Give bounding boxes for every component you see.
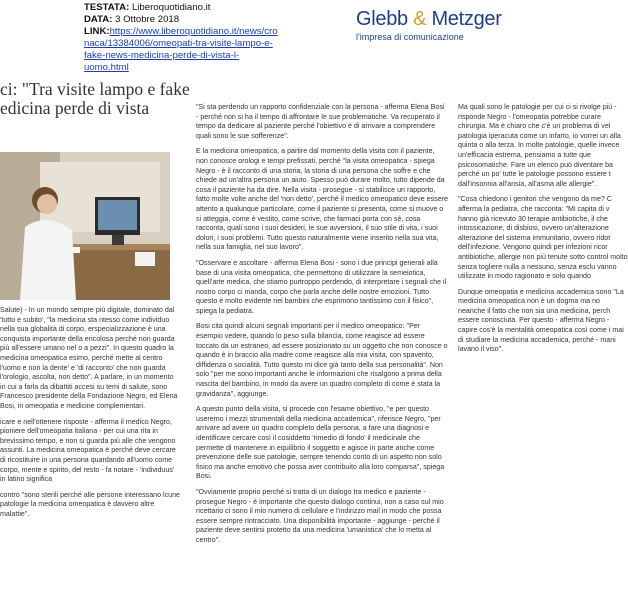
data-row bbox=[84, 14, 310, 26]
doctor-at-desk-illustration bbox=[0, 152, 170, 300]
agency-logo bbox=[356, 8, 536, 42]
paragraph: Salute) - In un mondo sempre più digitale, dominato dal 'tutto e subito', "la medicina sta ntesso come individuo nella sua globalità di corpo, erspecializzazione è una conquista importante della ericolosa perché non guarda più all'essere umano nel o a pezzi". In questo quadro la medicina omeopatica esimo, perché mette al centro l'uomo e non la dente' e 'di racconto' che non guarda l'orologio, ascolta, non detto". A parlare, in un momento in cui a farla da dibattiti accesi su temi di salute, sono Francesco presidente della Fondazione Negro, ed Elena Bosi, in omeopatia e medicine complementari. bbox=[0, 306, 178, 410]
paragraph: icare e nell'ottenere risposte - afferma il medico Negro, pioniere dell'omeopatia italiana - per cui una rita in brevissimo tempo, e non si guarda più alle che vengono assunti. La medicina omeopatica è perché deve cercare di ricostituire in una persona quardando all'uomo come corpo, mente e spirito, del resto - fa notare - 'individuus' in latino significa bbox=[0, 417, 176, 484]
logo-name-part2: Metzger bbox=[431, 8, 502, 30]
testata-value: Liberoquotidiano.it bbox=[131, 2, 211, 13]
article-link-line-3[interactable]: fake-news-medicina-perde-di-vista-l- bbox=[84, 50, 240, 61]
article-link-line-2[interactable]: naca/13384006/omeopati-tra-visite-lampo-e- bbox=[84, 38, 273, 49]
article-column-1 bbox=[0, 306, 180, 600]
paragraph: E la medicina omeopatica, a partire dal momento della visita con il paziente, non conosce orologi e tempi prefissati, perché "la visita omeopatica - spiega Negro - è il racconto di una storia, la storia di una persona che soffre e che chiede ad un'altra persona un aiuto. Spesso può durare molto, tutto dipende da cosa il paziente ha da dire. Nella visita - prosegue - si stabilisce un rapporto, fatto molte volte anche del 'non detto', perché il medico omeopatico deve essere attento a qualunque particolare, come il paziente si presenta, come si muove o si atteggia, come è vestito, come scrive, che farmaci porta con sé, cosa racconta, quali sono i suoi desideri, le sue avversioni, il suo stile di vita, i suoi dolori, i suoi problemi. Tutto questo naturalmente viene inserito nella sua vita, nella sua famiglia, nel suo lavoro". bbox=[196, 147, 448, 252]
headline-line-2: edicina perde di vista bbox=[0, 98, 150, 118]
link-label: LINK: bbox=[84, 26, 110, 37]
paragraph: "Ovviamente proprio perché si tratta di un dialogo tra medico e paziente - prosegue Negro - è importante che questo dialogo continui, non a caso sul mio ricettario ci sono il mio numero di cellulare e l'indirizzo mail in modo che possa essere sempre rintracciato. Una disponibilità importante - aggiunge - perché il paziente deve sentirsi protetto da una medicina 'umanistica' che lo metta al centro". bbox=[196, 487, 444, 544]
paragraph: contro "sono sterili perché alle persone interessano lcune patologie la medicina omeopatica è davvero altre malattie". bbox=[0, 490, 180, 518]
data-value: 3 Ottobre 2018 bbox=[115, 14, 180, 25]
press-clipping-header bbox=[84, 2, 310, 74]
article-link-line-4[interactable]: uomo.html bbox=[84, 62, 129, 73]
link-row bbox=[84, 26, 310, 38]
article-headline bbox=[0, 80, 190, 118]
paragraph: "Si sta perdendo un rapporto confidenziale con la persona - afferma Elena Bosi - perché non si ha il tempo di affrontare le sue problematiche. Va recuperato il tempo da dedicare al paziente perché l'obiettivo è di arrivare a comprendere quali sono le sue sofferenze". bbox=[196, 103, 445, 140]
paragraph: A questo punto della visita, si procede con l'esame obiettivo, "e per questo useremo i mezzi strumentali della medicina accademica", riferisce Negro, "per arrivare ad avere un quadro completo della persona, a fare una diagnosi e identificare cercare così il cosiddetto 'rimedio di fondo' il medicinale che permette di mantenere in equilibrio il soggetto e agisce in parte anche come prevenzione delle sue patologie, sempre tenendo conto di un aspetto non solo fisico ma anche emotivo che possa aver contribuito alla loro comparsa", spiega Bosi. bbox=[196, 405, 445, 481]
data-label: DATA: bbox=[84, 14, 113, 25]
article-photo bbox=[0, 152, 170, 300]
testata-row bbox=[84, 2, 310, 14]
paragraph: Ma quali sono le patologie per cui ci si rivolge più - risponde Negro - l'omeopatia potrebbe curare chirurgia. Ma è chiaro che c'è un problema di vel patologia iperacuta come un infarto, io vorrei un alla quinta o alla terza. In molte patologie, quelle invece un'efficacia estrema, pensiamo a tutte que psicosomatiche. Fare un elenco può diventare ba perché un po' tutte le patologie possono essere t dall'insonnia all'ansia, all'asma alle allergie". bbox=[458, 103, 621, 188]
testata-label: TESTATA: bbox=[84, 2, 130, 13]
paragraph: Dunque omeopatia e medicina accademica sono "La medicina omeopatica non è un dogma ma no neanche il fatto che non sia una medicina, perch essere conosciuta. Per questo - afferma Negro - capire cos'è la mentalità omeopatica così come i mai di studiare la medicina accademica, perché - mani lavano il viso". bbox=[458, 287, 624, 354]
logo-wordmark bbox=[356, 8, 536, 31]
article-link-line-1[interactable]: https://www.liberoquotidiano.it/news/cro bbox=[109, 26, 278, 37]
article-column-2 bbox=[196, 103, 448, 600]
logo-tagline: l'impresa di comunicazione bbox=[356, 32, 464, 42]
paragraph: "Cosa chiedono i genitori che vengono da me? C afferma la pediatra, che racconta: "Mi capita di v hanno già ricevuto 30 terapie antibiotiche, il che intossicazione, di disbiosi, ovvero un'alterazione alterazione del sistema immunitario, ovvero ridot dell'infezione. Vengono quindi per infezioni ricor antibiotiche, allergie non più tenute sotto control molto senza togliere nulla a nessuno, senza esclu vanno utilizzate in modo ragionato e solo quando bbox=[458, 195, 628, 281]
logo-name-part1: Glebb bbox=[356, 8, 408, 30]
article-column-3 bbox=[458, 103, 628, 413]
paragraph: Bosi cita quindi alcuni segnali importanti per il medico omeopatico: "Per esempio vedere, quando lo peso sulla bilancia, come reagisce ad essere toccato da un estraneo, ad essere posizionato su un oggetto che non conosce o quando è in braccio alla madre come reagisce alla mia visita, con spavento, diffidenza o socialità. Tutto questo mi dice già tanto della sua personalità". Non solo "per me sono importanti anche le informazioni che risalgono a prima della nascita del bambino, in modo da avere un quadro completo di come è stata la gravidanza", aggiunge. bbox=[196, 322, 448, 398]
logo-ampersand: & bbox=[407, 8, 432, 30]
paragraph: "Osservare e ascoltare - afferma Elena Bosi - sono i due principi generali alla base di una visita omeopatica, che permettono di utilizzare la semeiotica, quell'arte medica, che stiamo purtroppo perdendo, di interpretare i segnali che il nostro corpo ci manda, corpo che parla anche delle nostre emozioni. Tutto questo è molto evidente nei bambini che esprimono tantissimo con il fisico", spiega la pediatra. bbox=[196, 258, 447, 315]
headline-line-1: ci: "Tra visite lampo e fake bbox=[0, 79, 190, 99]
